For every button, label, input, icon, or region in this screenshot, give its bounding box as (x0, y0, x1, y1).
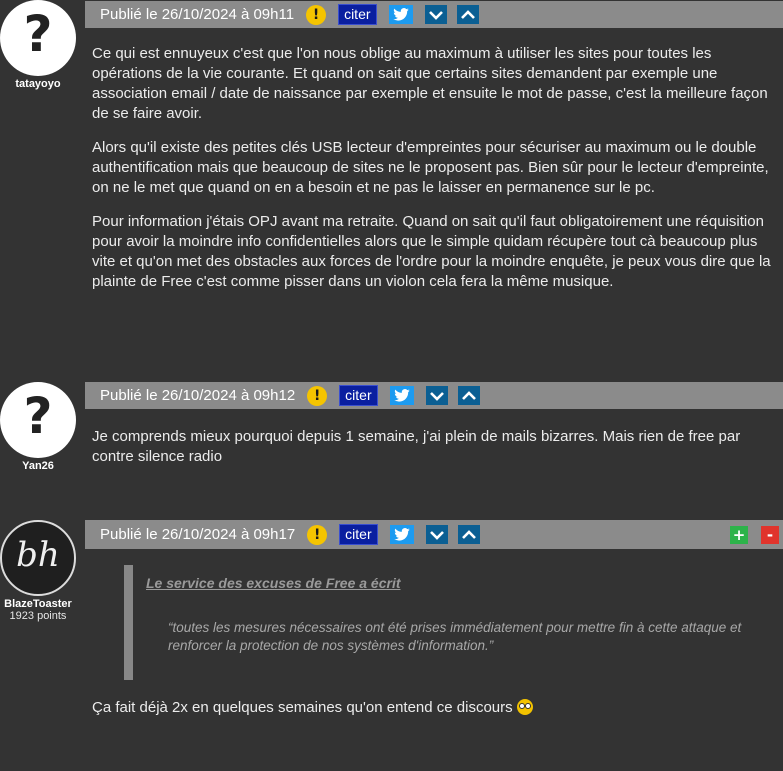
post-paragraph (92, 698, 775, 718)
quote-button[interactable]: citer (339, 524, 377, 545)
question-mark-icon: ? (23, 5, 53, 63)
author-column (0, 520, 76, 622)
upvote-button[interactable]: + (730, 526, 748, 544)
quote-text: “toutes les mesures nécessaires ont été prises immédiatement pour mettre fin à cette attaque et renforcer la protection de nos systèmes d'information.” (168, 620, 742, 653)
quote-title[interactable]: Le service des excuses de Free a écrit (146, 575, 401, 591)
post-body (92, 427, 775, 481)
username[interactable]: tatayoyo (15, 78, 61, 90)
author-column (0, 382, 76, 472)
post-paragraph: Je comprends mieux pourquoi depuis 1 semaine, j'ai plein de mails bizarres. Mais rien de free par contre silence radio (92, 428, 741, 465)
post-date: Publié le 26/10/2024 à 09h11 (100, 6, 295, 23)
report-icon[interactable]: ! (306, 5, 326, 25)
downvote-button[interactable]: - (761, 526, 779, 544)
post-paragraph-text: Ça fait déjà 2x en quelques semaines qu'on entend ce discours (92, 699, 513, 716)
avatar[interactable] (0, 382, 76, 458)
chevron-down-icon[interactable] (426, 386, 448, 405)
avatar[interactable] (0, 520, 76, 596)
nerd-face-icon (517, 699, 533, 715)
author-column (0, 0, 76, 90)
quote-button[interactable]: citer (338, 4, 376, 25)
report-icon[interactable]: ! (307, 386, 327, 406)
post-header (85, 520, 783, 549)
question-mark-icon: ? (23, 387, 53, 445)
twitter-share-icon[interactable] (389, 5, 413, 24)
username[interactable]: Yan26 (22, 460, 54, 472)
post-body (92, 698, 775, 718)
report-icon[interactable]: ! (307, 525, 327, 545)
post-header (85, 382, 783, 409)
post-body (92, 44, 775, 306)
quote-button[interactable]: citer (339, 385, 377, 406)
post-date: Publié le 26/10/2024 à 09h12 (100, 387, 296, 404)
avatar[interactable] (0, 0, 76, 76)
post-paragraph: Alors qu'il existe des petites clés USB lecteur d'empreintes pour sécuriser au maximum ou le double authentification mais que beaucoup de sites ne le proposent pas. Bien sûr pour le lecteur d'empreinte, on ne le met que quand on en a besoin et ne pas le laisser en permanence sur le pc. (92, 139, 769, 196)
post-paragraph: Ce qui est ennuyeux c'est que l'on nous oblige au maximum à utiliser les sites pour toutes les opérations de la vie courante. Et quand on sait que certains sites demandent par exemple une association email / date de naissance par exemple et ensuite le mot de passe, c'est la meilleure façon de se faire avoir. (92, 45, 768, 122)
post-header (85, 1, 783, 28)
chevron-down-icon[interactable] (425, 5, 447, 24)
chevron-up-icon[interactable] (458, 386, 480, 405)
chevron-up-icon[interactable] (458, 525, 480, 544)
twitter-share-icon[interactable] (390, 525, 414, 544)
post-date: Publié le 26/10/2024 à 09h17 (100, 526, 296, 543)
chevron-up-icon[interactable] (457, 5, 479, 24)
username[interactable]: BlazeToaster (4, 598, 72, 610)
user-points: 1923 points (9, 610, 67, 622)
avatar-monogram: bh (16, 535, 60, 575)
post-paragraph: Pour information j'étais OPJ avant ma retraite. Quand on sait qu'il faut obligatoirement une réquisition pour avoir la moindre info confidentielles alors que le simple quidam récupère tout cà beaucoup plus vite et qu'on met des obstacles aux forces de l'ordre pour la moindre enquête, je peux vous dire que la plainte de Free c'est comme pisser dans un violon cela fera la même musique. (92, 213, 771, 290)
quote-block (124, 565, 783, 680)
chevron-down-icon[interactable] (426, 525, 448, 544)
twitter-share-icon[interactable] (390, 386, 414, 405)
